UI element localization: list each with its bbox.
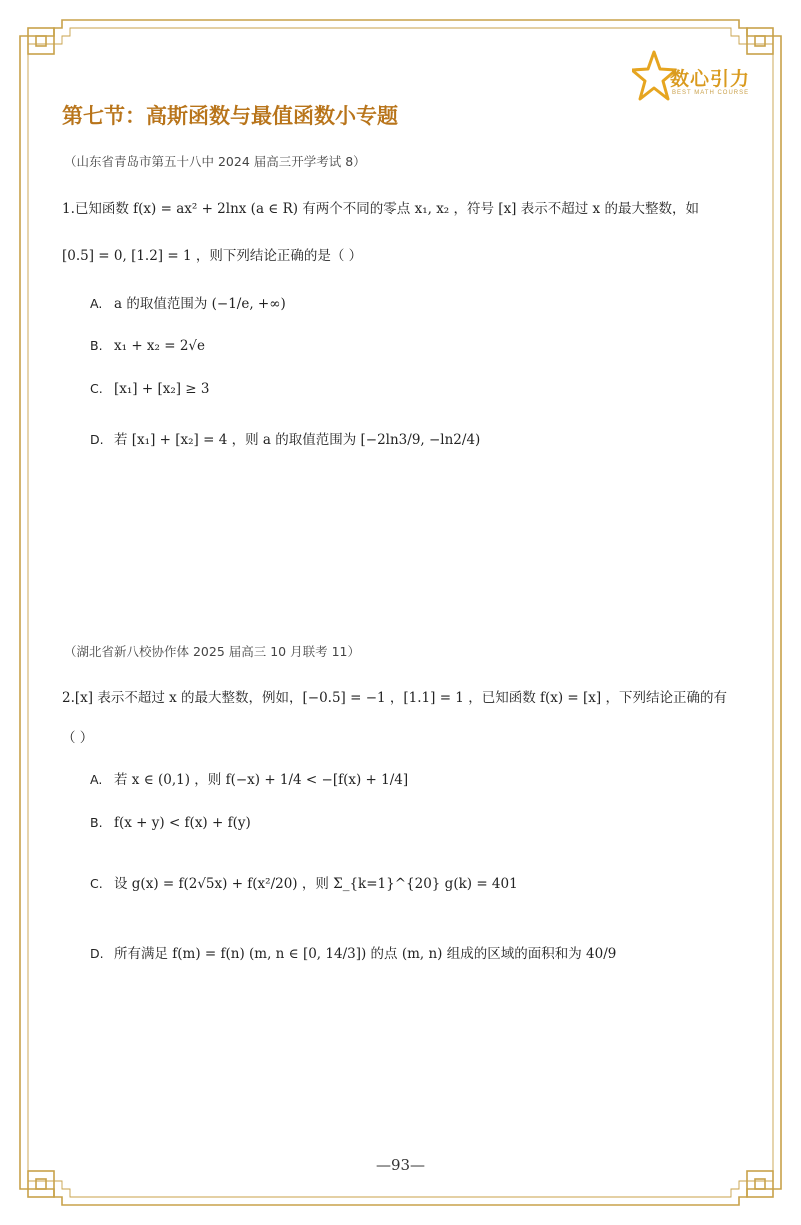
option-label: B. bbox=[90, 338, 103, 353]
option-text: x₁ + x₂ = 2√e bbox=[114, 338, 206, 354]
option-text: 若 x ∈ (0,1) ，则 f(−x) + 1/4 < −[f(x) + 1/4] bbox=[114, 772, 409, 788]
option-label: D. bbox=[90, 432, 104, 447]
brand-tagline: BEST MATH COURSE bbox=[672, 90, 750, 96]
q2-option-b bbox=[90, 815, 251, 831]
option-text: [x₁] + [x₂] ≥ 3 bbox=[114, 381, 210, 397]
option-label: B. bbox=[90, 815, 103, 830]
brand-logo bbox=[632, 50, 782, 106]
option-text: 所有满足 f(m) = f(n) (m, n ∈ [0, 14/3]) 的点 (m, n) 组成的区域的面积和为 40/9 bbox=[114, 946, 617, 962]
option-text: 设 g(x) = f(2√5x) + f(x²/20) ，则 Σ_{k=1}^{20} g(k) = 401 bbox=[114, 876, 518, 892]
q1-option-d bbox=[90, 428, 480, 448]
q2-option-c bbox=[90, 872, 518, 892]
option-label: D. bbox=[90, 946, 104, 961]
q2-stem-line2: （ ） bbox=[62, 730, 94, 746]
section-title: 第七节：高斯函数与最值函数小专题 bbox=[62, 104, 398, 128]
option-label: A. bbox=[90, 772, 103, 787]
brand-name: 数心引力 bbox=[670, 68, 751, 90]
q2-source: （湖北省新八校协作体 2025 届高三 10 月联考 11） bbox=[64, 644, 360, 659]
q1-option-c bbox=[90, 381, 210, 397]
q2-option-a bbox=[90, 768, 408, 788]
q1-source: （山东省青岛市第五十八中 2024 届高三开学考试 8） bbox=[64, 154, 366, 169]
q1-stem-line1: 1.已知函数 f(x) = ax² + 2lnx (a ∈ R) 有两个不同的零点 x₁, x₂ ，符号 [x] 表示不超过 x 的最大整数，如 bbox=[62, 201, 699, 217]
option-text: f(x + y) < f(x) + f(y) bbox=[114, 815, 251, 831]
q2-option-d bbox=[90, 942, 616, 962]
q1-option-a bbox=[90, 292, 286, 312]
q1-option-b bbox=[90, 338, 205, 354]
option-text: a 的取值范围为 (−1/e, +∞) bbox=[114, 296, 286, 312]
option-label: C. bbox=[90, 381, 103, 396]
q1-stem-line2: [0.5] = 0, [1.2] = 1 ，则下列结论正确的是（ ） bbox=[62, 248, 363, 264]
page-number: —93— bbox=[375, 1156, 426, 1174]
q2-stem-line1: 2.[x] 表示不超过 x 的最大整数，例如，[−0.5] = −1 ，[1.1] = 1 ，已知函数 f(x) = [x] ，下列结论正确的有 bbox=[62, 690, 727, 706]
option-text: 若 [x₁] + [x₂] = 4 ，则 a 的取值范围为 [−2ln3/9, −ln2/4) bbox=[114, 432, 481, 448]
option-label: C. bbox=[90, 876, 103, 891]
option-label: A. bbox=[90, 296, 103, 311]
